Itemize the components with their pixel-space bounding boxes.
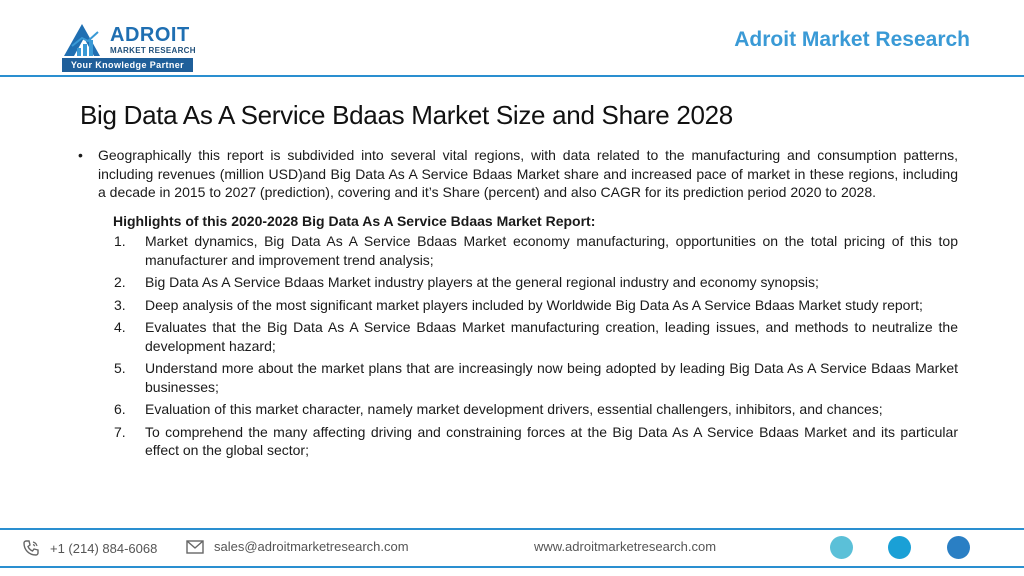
list-number: 2. <box>114 274 126 290</box>
footer-phone[interactable] <box>22 539 157 557</box>
list-text: Evaluates that the Big Data As A Service Bdaas Market manufacturing creation, leading issues, and methods to neutralize the development hazard; <box>145 319 958 354</box>
website-link: www.adroitmarketresearch.com <box>534 539 717 554</box>
list-number: 4. <box>114 319 126 335</box>
list-text: Evaluation of this market character, namely market development drivers, essential challengers, inhibitors, and chances; <box>145 401 883 417</box>
list-item <box>78 273 958 292</box>
envelope-icon <box>186 540 204 554</box>
list-number: 7. <box>114 423 126 440</box>
list-item <box>78 359 958 396</box>
dot-circle <box>830 536 853 559</box>
footer-divider-bottom <box>0 566 1024 568</box>
phone-icon <box>22 539 40 557</box>
list-item <box>78 423 958 460</box>
header-divider <box>0 75 1024 77</box>
logo-mark-icon <box>62 22 108 58</box>
list-text: Market dynamics, Big Data As A Service Bdaas Market economy manufacturing, opportunities on the total pricing of this top manufacturer and improvement trend analysis; <box>145 233 958 268</box>
list-item <box>78 318 958 355</box>
list-item <box>78 400 958 419</box>
phone-number: +1 (214) 884-6068 <box>50 540 158 556</box>
slide-content <box>78 146 958 464</box>
list-text: Understand more about the market plans that are increasingly now being adopted by leading Big Data As A Service Bdaas Market businesses; <box>145 360 958 395</box>
list-text: Big Data As A Service Bdaas Market industry players at the general regional industry and economy synopsis; <box>145 274 819 290</box>
logo-subtitle: MARKET RESEARCH <box>110 46 196 55</box>
list-number: 5. <box>114 360 126 376</box>
highlights-heading: Highlights of this 2020-2028 Big Data As A Service Bdaas Market Report: <box>113 212 596 229</box>
list-number: 1. <box>114 233 126 249</box>
logo-tagline: Your Knowledge Partner <box>62 58 193 72</box>
intro-text: Geographically this report is subdivided into several vital regions, with data related to the manufacturing and consumption patterns, including revenues (million USD)and Big Data As A Service Bdaas Market share and increased pace of market in these regions, including a decade in 2015 to 2027 (prediction), covering and it’s Share (percent) and also CAGR for its prediction period 2020 to 2028. <box>98 147 958 200</box>
brand-title: Adroit Market Research <box>734 28 970 51</box>
dot-circle <box>947 536 970 559</box>
dot-circle <box>888 536 911 559</box>
bullet-marker: • <box>78 147 83 163</box>
list-text: To comprehend the many affecting driving and constraining forces at the Big Data As A Service Bdaas Market and its particular effect on the global sector; <box>145 423 958 458</box>
footer-divider-top <box>0 528 1024 530</box>
footer-email[interactable] <box>186 539 409 554</box>
highlights-list <box>78 232 958 460</box>
list-item <box>78 296 958 315</box>
list-number: 6. <box>114 401 126 417</box>
page-title: Big Data As A Service Bdaas Market Size and Share 2028 <box>80 100 733 130</box>
company-logo <box>62 22 197 74</box>
list-text: Deep analysis of the most significant market players included by Worldwide Big Data As A Service Bdaas Market study report; <box>145 296 923 313</box>
footer-website[interactable] <box>534 539 716 554</box>
footer <box>0 536 1024 560</box>
list-number: 3. <box>114 296 126 313</box>
intro-paragraph <box>78 146 958 202</box>
logo-name: ADROIT <box>110 24 190 46</box>
email-address: sales@adroitmarketresearch.com <box>214 539 409 554</box>
list-item <box>78 232 958 269</box>
